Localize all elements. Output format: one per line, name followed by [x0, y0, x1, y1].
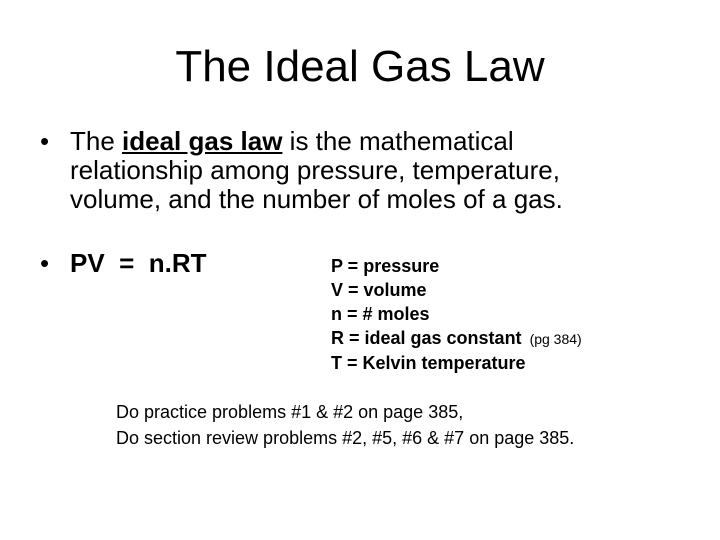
- definition-v: V = volume: [331, 280, 427, 300]
- bullet-1-prefix: The: [70, 126, 123, 156]
- definition-p: P = pressure: [331, 256, 440, 276]
- practice-line-2: Do section review problems #2, #5, #6 & #7 on page 385.: [116, 428, 575, 448]
- practice-line-1: Do practice problems #1 & #2 on page 385,: [116, 402, 464, 422]
- definition-n: n = # moles: [331, 304, 430, 324]
- bullet-dot-icon: •: [40, 248, 50, 278]
- bullet-1-suffix: is the mathematical relationship among pressure, temperature, volume, and the number of moles of a gas.: [70, 126, 563, 214]
- definition-t: T = Kelvin temperature: [331, 353, 526, 373]
- ideal-gas-law-term: ideal gas law: [122, 126, 283, 156]
- equation-text: PV = n.RT: [70, 248, 207, 278]
- definition-r-text: R = ideal gas constant: [331, 328, 522, 348]
- bullet-equation: [40, 249, 207, 278]
- practice-assignments: [116, 399, 574, 451]
- slide-title: The Ideal Gas Law: [175, 42, 545, 91]
- bullet-1-text: [70, 127, 610, 214]
- definition-r: [331, 326, 582, 351]
- bullet-ideal-gas-law: [40, 127, 620, 214]
- page-reference-note: (pg 384): [529, 331, 582, 347]
- bullet-dot-icon: •: [40, 126, 50, 156]
- variable-definitions: [331, 254, 582, 375]
